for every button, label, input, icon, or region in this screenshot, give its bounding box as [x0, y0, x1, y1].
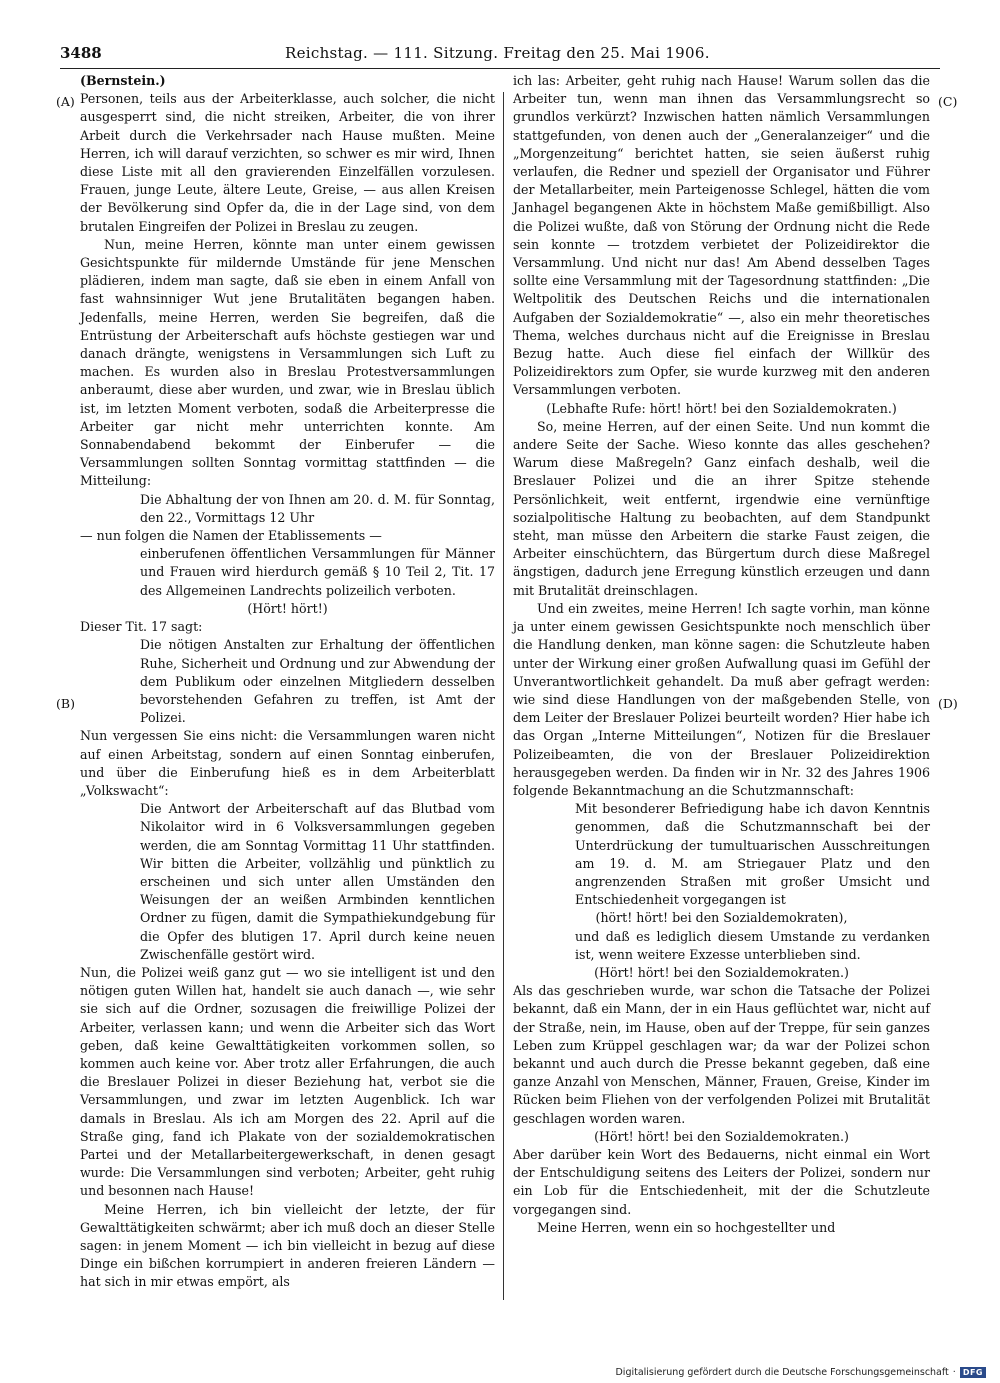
margin-marker-c: (C)	[938, 94, 958, 109]
paragraph: ich las: Arbeiter, geht ruhig nach Hause! Warum sollen das die Arbeiter tun, wenn man ihnen das Versammlungsrecht so grundlos verkürzt? Inzwischen hatten nämlich Versammlungen stattgefunden, von denen auch der „Generalanzeiger“ und die „Morgenzeitung“ berichtet hatten, sie seien äußerst ruhig verlaufen, die Redner und speziell der Organisator und Führer der Metallarbeiter, mein Parteigenosse Schlegel, hätten die vom Janhagel begangenen Akte in höchstem Maße gemißbilligt. Also die Polizei wußte, daß von Störung der Ordnung nicht die Rede sein konnte — trotzdem verbietet der Polizeidirektor die Versammlung. Und nicht nur das! Am Abend desselben Tages sollte eine Versammlung mit der Tagesordnung stattfinden: „Die Weltpolitik des Deutschen Reichs und die internationalen Aufgaben der Sozialdemokratie“ —, also ein mehr theoretisches Thema, welches durchaus nicht auf die Ereignisse in Breslau Bezug hatte. Auch diese fiel einfach der Willkür des Polizeidirektors zum Opfer, sie wurde kurzweg mit den anderen Versammlungen verboten.	[513, 73, 930, 398]
margin-marker-b: (B)	[56, 696, 75, 711]
paragraph: Personen, teils aus der Arbeiterklasse, auch solcher, die nicht ausgesperrt sind, die nicht streiken, Arbeiter, die von ihrer Arbeit durch die Verkehrsader nach Hause mußten. Meine Herren, ich will darauf verzichten, so schwer es mir wird, Ihnen diese Liste mit all den gravierenden Einzelfällen vorzulesen. Frauen, junge Leute, ältere Leute, Greise, — aus allen Kreisen der Bevölkerung sind Opfer da, die in der Lage sind, von dem brutalen Eingreifen der Polizei in Breslau zu zeugen.	[80, 91, 495, 234]
speaker-label: (Bernstein.)	[80, 73, 166, 88]
margin-marker-a: (A)	[56, 94, 75, 109]
quotation: einberufenen öffentlichen Versammlungen für Männer und Frauen wird hierdurch gemäß § 10 Teil 2, Tit. 17 des Allgemeinen Landrechts polizeilich verboten.	[140, 546, 495, 598]
margin-marker-d: (D)	[938, 696, 958, 711]
quotation: Die Abhaltung der von Ihnen am 20. d. M. für Sonntag, den 22., Vormittags 12 Uhr	[140, 491, 495, 525]
paragraph: Aber darüber kein Wort des Bedauerns, nicht einmal ein Wort der Entschuldigung seitens des Leiters der Polizei, sondern nur ein Lob für die Entschiedenheit, mit der die Schutzleute vorgegangen sind.	[513, 1146, 930, 1217]
right-column	[513, 72, 930, 1237]
paragraph: Nun, die Polizei weiß ganz gut — wo sie intelligent ist und den nötigen guten Willen hat, handelt sie auch danach —, wie sehr sie sich auf die Ordner, sozusagen die freiwillige Polizei der Arbeiter, verlassen kann; und wenn die Arbeiter sich das Wort geben, daß keine Gewalttätigkeiten vorkommen sollen, so kommen auch keine vor. Aber trotz aller Erfahrungen, die auch die Breslauer Polizei in dieser Beziehung hat, verbot sie die Versammlungen, und zwar im letzten Augenblick. Ich war damals in Breslau. Als ich am Morgen des 22. April auf die Straße ging, fand ich Plakate von der sozialdemokratischen Partei und der Metallarbeitergewerkschaft, in denen gesagt wurde: Die Versammlungen sind verboten; Arbeiter, geht ruhig und besonnen nach Hause!	[80, 964, 495, 1199]
footer-text: Digitalisierung gefördert durch die Deutsche Forschungsgemeinschaft	[615, 1367, 949, 1378]
paragraph: — nun folgen die Namen der Etablissements —	[80, 528, 382, 544]
quotation: Die nötigen Anstalten zur Erhaltung der öffentlichen Ruhe, Sicherheit und Ordnung und zur Abwendung der dem Publikum oder einzelnen Mitgliedern desselben bevorstehenden Gefahren zu treffen, ist Amt der Polizei.	[140, 637, 495, 726]
paragraph: Nun vergessen Sie eins nicht: die Versammlungen waren nicht auf einen Arbeitstag, sondern auf einen Sonntag einberufen, und über die Einberufung hieß es in dem Arbeiterblatt „Volkswacht“:	[80, 728, 495, 798]
paragraph: Meine Herren, ich bin vielleicht der letzte, der für Gewalttätigkeiten schwärmt; aber ich muß doch an dieser Stelle sagen: in jenem Moment — ich bin vielleicht in bezug auf diese Dinge ein bißchen korrumpiert in anderen freieren Ländern — hat sich in mir etwas empört, als	[80, 1201, 495, 1290]
quotation: und daß es lediglich diesem Umstande zu verdanken ist, wenn weitere Exzesse unterblieben sind.	[575, 928, 930, 962]
paragraph: Als das geschrieben wurde, war schon die Tatsache der Polizei bekannt, daß ein Mann, der in ein Haus geflüchtet war, nicht auf der Straße, nein, im Hause, oben auf der Treppe, für sein ganzes Leben zum Krüppel geschlagen war; da war der Polizei schon bekannt und auch durch die Presse bekannt gegeben, daß eine ganze Anzahl von Menschen, Männer, Frauen, Greise, Kinder im Rücken beim Fliehen von der verfolgenden Polizei mit Brutalität geschlagen worden waren.	[513, 983, 930, 1126]
paragraph: Meine Herren, wenn ein so hochgestellter und	[537, 1219, 836, 1235]
left-column	[80, 72, 495, 1292]
paragraph: So, meine Herren, auf der einen Seite. Und nun kommt die andere Seite der Sache. Wieso konnte das alles geschehen? Warum diese Maßregeln? Ganz einfach deshalb, weil die Breslauer Polizei und die an ihrer Spitze stehende Persönlichkeit, weit entfernt, irgendwie eine vernünftige sozialpolitische Haltung zu beobachten, auf dem Standpunkt steht, man müsse den Arbeitern die starke Faust zeigen, die Arbeiter einschüchtern, das Bürgertum durch diese Maßregel ängstigen, dadurch jene Erregung künstlich erzeugen und dann mit Brutalität dreinschlagen.	[513, 418, 930, 598]
page-number: 3488	[60, 44, 102, 62]
dfg-logo: DFG	[960, 1367, 986, 1378]
paragraph: Dieser Tit. 17 sagt:	[80, 619, 203, 635]
running-head: Reichstag. — 111. Sitzung. Freitag den 25. Mai 1906.	[285, 44, 710, 62]
interjection: (Hört! hört! bei den Sozialdemokraten.)	[594, 964, 849, 980]
column-divider	[503, 92, 504, 1300]
interjection: (Hört! hört!)	[247, 600, 328, 616]
paragraph: Nun, meine Herren, könnte man unter einem gewissen Gesichtspunkte für mildernde Umstände für jene Menschen plädieren, indem man sagte, daß sie eben in einem Anfall von fast wahnsinniger Wut jene Brutalitäten begangen haben. Jedenfalls, meine Herren, werden Sie begreifen, daß die Entrüstung der Arbeiterschaft aufs höchste gestiegen war und danach drängte, wenigstens in Versammlungen sich Luft zu machen. Es wurden also in Breslau Protestversammlungen anberaumt, diese aber wurden, und zwar, wie in Breslau üblich ist, im letzten Moment verboten, sodaß die Arbeiterpresse die Arbeiter gar nicht mehr unterrichten konnte. Am Sonnabendabend bekommt der Einberufer — die Versammlungen sollten Sonntag vormittag stattfinden — die Mitteilung:	[80, 236, 495, 489]
paragraph: Und ein zweites, meine Herren! Ich sagte vorhin, man könne ja unter einem gewissen Gesichtspunkte noch menschlich über die Handlung denken, man könne sagen: die Schutzleute haben unter der Wirkung einer großen Aufwallung quasi im Gefühl der Unverantwortlichkeit gehandelt. Da muß aber gefragt werden: wie sind diese Handlungen von der maßgebenden Stelle, von dem Leiter der Breslauer Polizei beurteilt worden? Hier habe ich das Organ „Interne Mitteilungen“, Notizen für die Breslauer Polizeibeamten, die von der Breslauer Polizeidirektion herausgegeben werden. Da finden wir in Nr. 32 des Jahres 1906 folgende Bekanntmachung an die Schutzmannschaft:	[513, 600, 930, 798]
footer: Digitalisierung gefördert durch die Deutsche Forschungsgemeinschaft · DFG	[615, 1367, 986, 1378]
interjection: (hört! hört! bei den Sozialdemokraten),	[595, 910, 848, 926]
page-header	[60, 44, 940, 68]
interjection: (Lebhafte Rufe: hört! hört! bei den Sozialdemokraten.)	[546, 400, 897, 416]
quotation: Mit besonderer Befriedigung habe ich davon Kenntnis genommen, daß die Schutzmannschaft bei der Unterdrückung der tumultuarischen Ausschreitungen am 19. d. M. am Striegauer Platz und den angrenzenden Straßen mit großer Umsicht und Entschiedenheit vorgegangen ist	[575, 801, 930, 908]
interjection: (Hört! hört! bei den Sozialdemokraten.)	[594, 1128, 849, 1144]
header-rule	[60, 68, 940, 69]
quotation: Die Antwort der Arbeiterschaft auf das Blutbad vom Nikolaitor wird in 6 Volksversammlungen gegeben werden, die am Sonntag Vormittag 11 Uhr stattfinden. Wir bitten die Arbeiter, vollzählig und pünktlich zu erscheinen und sich unter allen Umständen den Weisungen der an weißen Armbinden kenntlichen Ordner zu fügen, damit die Sympathiekundgebung für die Opfer des blutigen 17. April durch keine neuen Zwischenfälle gestört wird.	[140, 801, 495, 962]
